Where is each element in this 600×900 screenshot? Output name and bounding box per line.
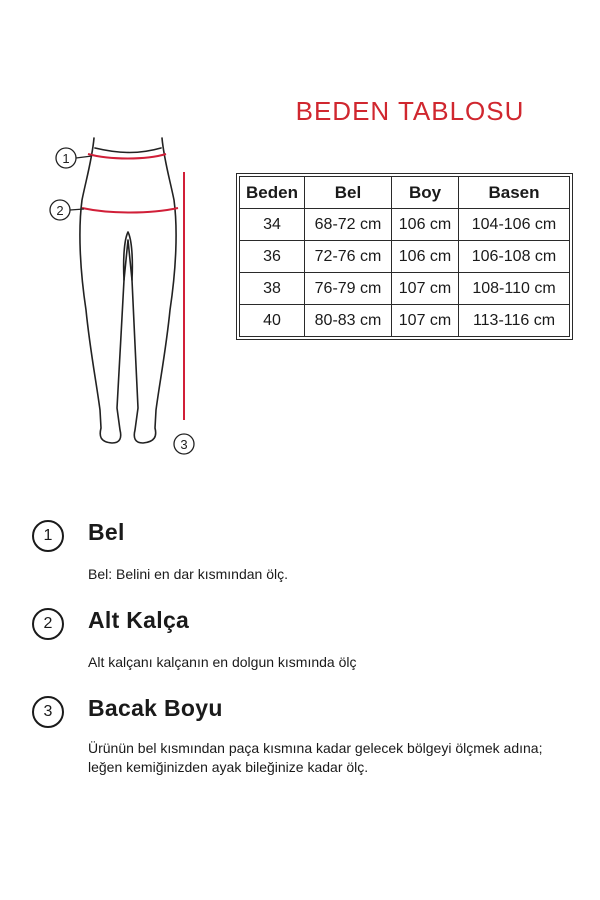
table-cell: 76-79 cm bbox=[305, 273, 392, 305]
table-cell: 40 bbox=[240, 305, 305, 337]
instruction-heading: Bel bbox=[88, 519, 125, 545]
table-cell: 72-76 cm bbox=[305, 241, 392, 273]
table-cell: 106 cm bbox=[392, 241, 459, 273]
table-row bbox=[240, 305, 570, 337]
marker-2: 2 bbox=[56, 203, 64, 218]
number-badge: 3 bbox=[32, 696, 64, 728]
marker-3: 3 bbox=[180, 437, 188, 452]
number-badge: 1 bbox=[32, 520, 64, 552]
size-table bbox=[239, 176, 570, 337]
instruction-heading: Alt Kalça bbox=[88, 607, 190, 633]
instruction-text: Alt kalçanı kalçanın en dolgun kısmında ölç bbox=[88, 654, 357, 670]
table-cell: 113-116 cm bbox=[459, 305, 570, 337]
table-cell: 36 bbox=[240, 241, 305, 273]
header-bel: Bel bbox=[305, 177, 392, 209]
table-cell: 104-106 cm bbox=[459, 209, 570, 241]
table-cell: 106 cm bbox=[392, 209, 459, 241]
table-row bbox=[240, 241, 570, 273]
table-row bbox=[240, 273, 570, 305]
instruction-heading: Bacak Boyu bbox=[88, 695, 223, 721]
instruction-bel bbox=[32, 515, 572, 603]
instruction-alt-kalca bbox=[32, 603, 572, 691]
instruction-bacak-boyu bbox=[32, 691, 572, 779]
table-cell: 38 bbox=[240, 273, 305, 305]
table-cell: 80-83 cm bbox=[305, 305, 392, 337]
leggings-measurement-figure bbox=[0, 120, 230, 470]
leggings-outline-icon bbox=[0, 120, 230, 470]
header-beden: Beden bbox=[240, 177, 305, 209]
header-basen: Basen bbox=[459, 177, 570, 209]
marker-1: 1 bbox=[62, 151, 70, 166]
table-cell: 108-110 cm bbox=[459, 273, 570, 305]
instruction-text: Bel: Belini en dar kısmından ölç. bbox=[88, 566, 288, 582]
header-boy: Boy bbox=[392, 177, 459, 209]
table-row bbox=[240, 209, 570, 241]
page-title: BEDEN TABLOSU bbox=[295, 96, 525, 126]
table-cell: 107 cm bbox=[392, 273, 459, 305]
table-cell: 106-108 cm bbox=[459, 241, 570, 273]
table-cell: 107 cm bbox=[392, 305, 459, 337]
table-cell: 34 bbox=[240, 209, 305, 241]
table-cell: 68-72 cm bbox=[305, 209, 392, 241]
table-header-row bbox=[240, 177, 570, 209]
number-badge: 2 bbox=[32, 608, 64, 640]
measurement-instructions bbox=[32, 515, 572, 779]
instruction-text: Ürünün bel kısmından paça kısmına kadar gelecek bölgeyi ölçmek adına; leğen kemiğinizden ayak bileğinize kadar ölç. bbox=[88, 740, 543, 775]
